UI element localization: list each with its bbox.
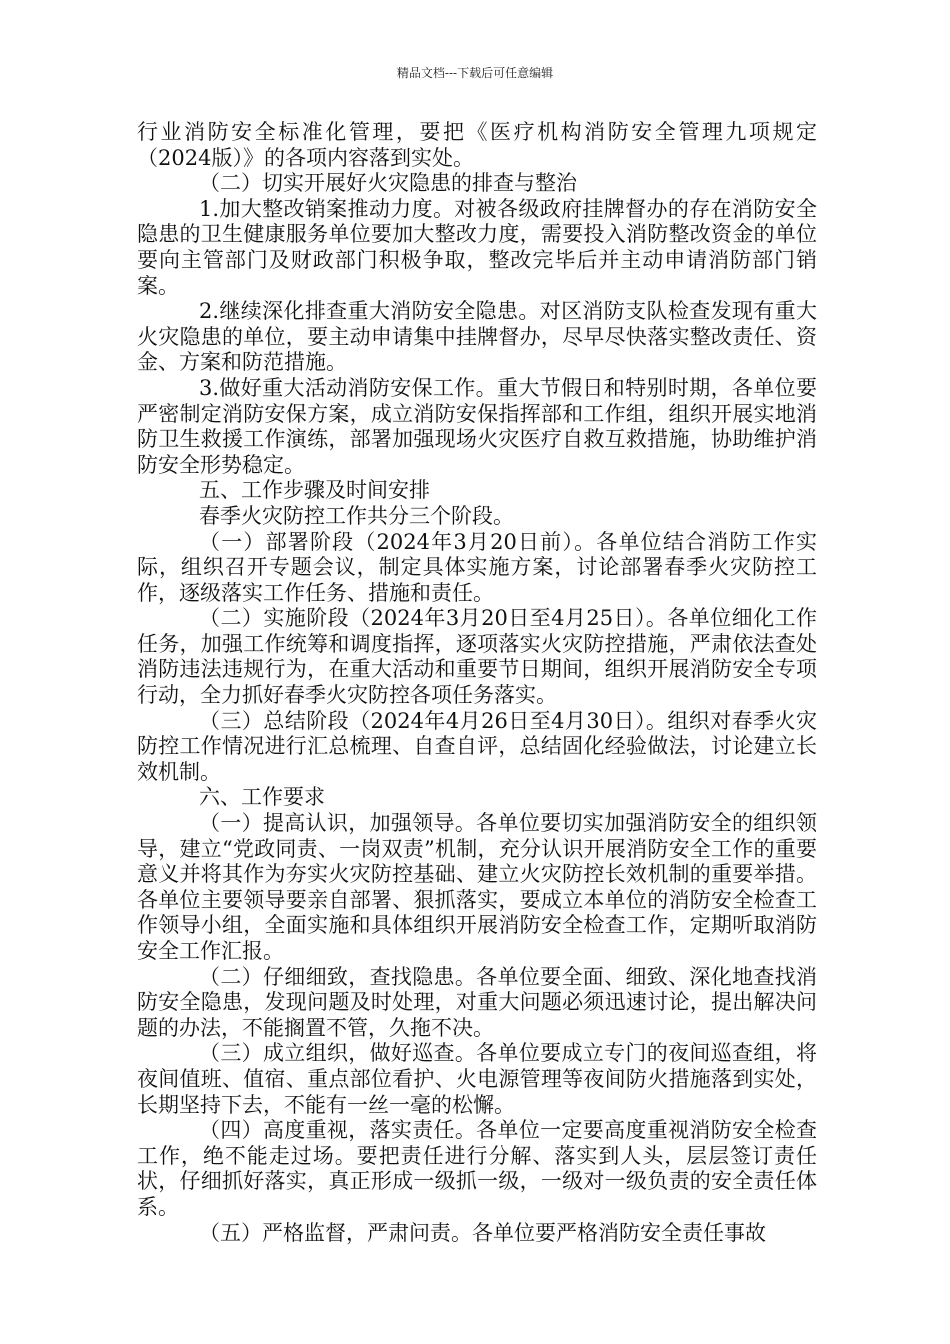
document-body — [137, 120, 817, 1246]
paragraph: （三）总结阶段（2024年4月26日至4月30日）。组织对春季火灾防控工作情况进行汇总梳理、自查自评，总结固化经验做法，讨论建立长效机制。 — [137, 708, 817, 784]
paragraph: 3.做好重大活动消防安保工作。重大节假日和特别时期，各单位要严密制定消防安保方案，成立消防安保指挥部和工作组，组织开展实地消防卫生救援工作演练，部署加强现场火灾医疗自救互救措施，协助维护消防安全形势稳定。 — [137, 375, 817, 477]
paragraph: 春季火灾防控工作共分三个阶段。 — [199, 503, 514, 528]
paragraph: （二）切实开展好火灾隐患的排查与整治 — [199, 171, 577, 196]
paragraph: （四）高度重视，落实责任。各单位一定要高度重视消防安全检查工作，绝不能走过场。要把责任进行分解、落实到人头，层层签订责任状，仔细抓好落实，真正形成一级抓一级，一级对一级负责的安全责任体系。 — [137, 1118, 817, 1219]
paragraph: （五）严格监督，严肃问责。各单位要严格消防安全责任事故 — [199, 1220, 766, 1245]
page-header: 精品文档---下载后可任意编辑 — [396, 66, 554, 80]
paragraph: （二）仔细细致，查找隐患。各单位要全面、细致、深化地查找消防安全隐患，发现问题及时处理，对重大问题必须迅速讨论，提出解决问题的办法，不能搁置不管，久拖不决。 — [137, 964, 817, 1040]
paragraph: 1.加大整改销案推动力度。对被各级政府挂牌督办的存在消防安全隐患的卫生健康服务单位要加大整改力度，需要投入消防整改资金的单位要向主管部门及财政部门积极争取，整改完毕后并主动申请消防部门销案。 — [137, 196, 817, 298]
paragraph: （二）实施阶段（2024年3月20日至4月25日）。各单位细化工作任务，加强工作统筹和调度指挥，逐项落实火灾防控措施，严肃依法查处消防违法违规行为，在重大活动和重要节日期间，组织开展消防安全专项行动，全力抓好春季火灾防控各项任务落实。 — [137, 606, 817, 708]
paragraph: （一）提高认识，加强领导。各单位要切实加强消防安全的组织领导，建立“党政同责、一岗双责”机制，充分认识开展消防安全工作的重要意义并将其作为夯实火灾防控基础、建立火灾防控长效机制的重要举措。各单位主要领导要亲自部署、狠抓落实，要成立本单位的消防安全检查工作领导小组，全面实施和具体组织开展消防安全检查工作，定期听取消防安全工作汇报。 — [137, 811, 817, 963]
paragraph: 五、工作步骤及时间安排 — [199, 478, 430, 503]
paragraph: （一）部署阶段（2024年3月20日前）。各单位结合消防工作实际，组织召开专题会议，制定具体实施方案，讨论部署春季火灾防控工作，逐级落实工作任务、措施和责任。 — [137, 529, 817, 605]
paragraph: 六、工作要求 — [199, 785, 325, 810]
paragraph: 行业消防安全标准化管理，要把《医疗机构消防安全管理九项规定（2024版）》的各项内容落到实处。 — [137, 120, 817, 170]
paragraph: （三）成立组织，做好巡查。各单位要成立专门的夜间巡查组，将夜间值班、值宿、重点部位看护、火电源管理等夜间防火措施落到实处，长期坚持下去，不能有一丝一毫的松懈。 — [137, 1041, 817, 1117]
paragraph: 2.继续深化排查重大消防安全隐患。对区消防支队检查发现有重大火灾隐患的单位，要主动申请集中挂牌督办，尽早尽快落实整改责任、资金、方案和防范措施。 — [137, 299, 817, 375]
